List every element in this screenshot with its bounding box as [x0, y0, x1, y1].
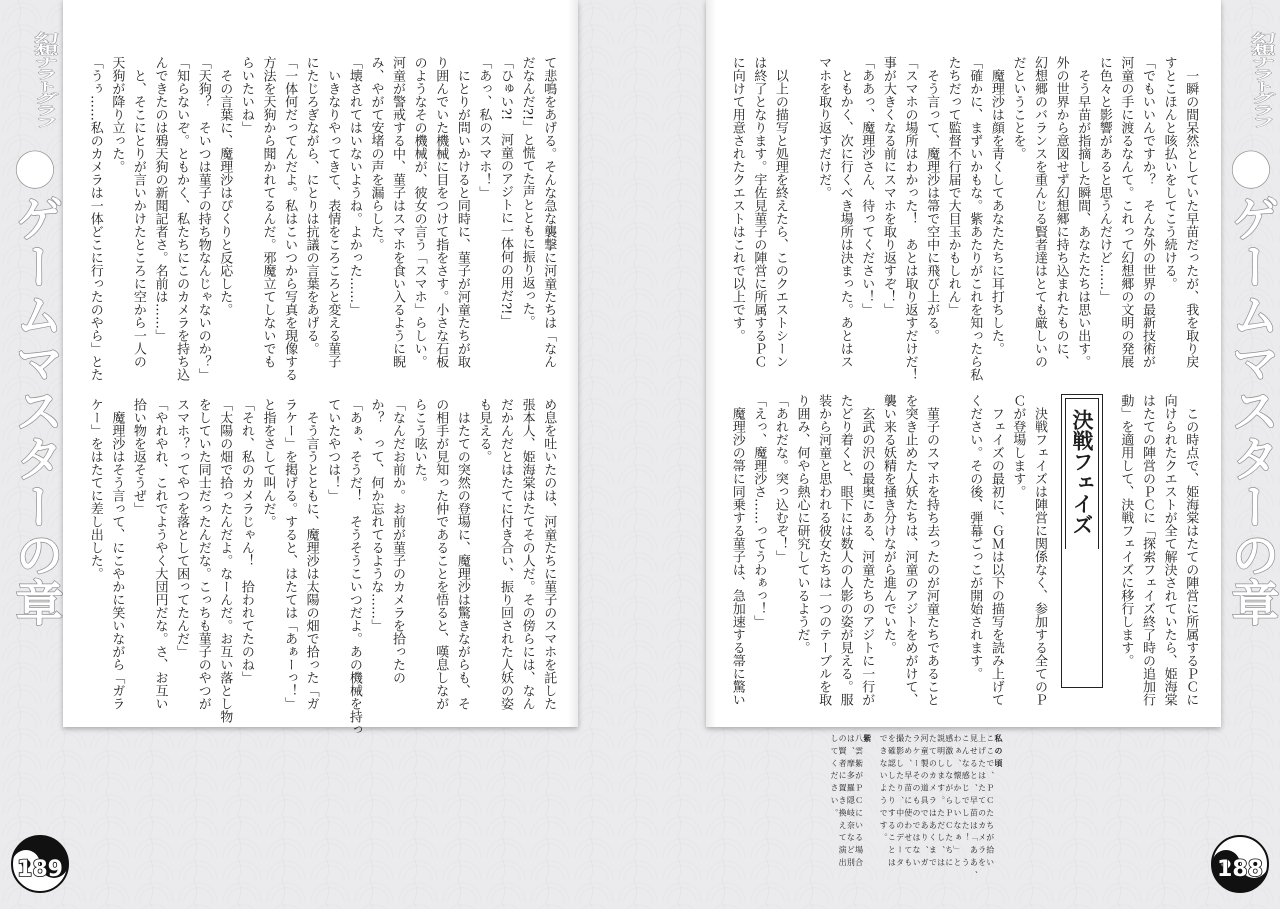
text-line: 決戦フェイズは陣営に関係なく、参加する全てのＰ: [1032, 394, 1048, 706]
note-line: は、摩多羅隠岐奈など別: [846, 734, 856, 871]
note-line: 感激しながらＰＣたちに: [944, 734, 954, 871]
text-line: ください。その後、弾幕ごっこが開始されます。: [967, 394, 983, 680]
text-line: はたての突然の登場に、魔理沙は驚きながらも、そ: [454, 398, 470, 710]
text-line: フェイズの最初に、ＧＭは以下の描写を読み上げて: [988, 394, 1004, 706]
text-line: 張本人、姫海棠はたてその人だ。その傍らには、なん: [519, 398, 535, 710]
text-line: は終了となります。宇佐見菫子の陣営に所属するＰＣ: [751, 56, 767, 368]
text-line: にたじろぎながら、にとりは抗議の言葉をあげる。: [303, 56, 319, 355]
text-line: 「あぁ、そうだ！ そうそうこいつだよ。あの機械を持っ: [346, 398, 362, 736]
text-line: め息を吐いたのは、河童たちに菫子のスマホを託した: [541, 398, 557, 710]
left-page-upper-text: [84, 56, 559, 381]
note-line: できないようです。: [879, 734, 889, 846]
text-line: も見える。: [476, 398, 492, 463]
side-notes: [830, 734, 1002, 890]
note-line: たてのカメラはあくまで: [928, 734, 938, 871]
note-line: を確認したりすることは: [887, 734, 897, 871]
running-title-series-right: 幻想ナラトグラフ: [1247, 32, 1275, 128]
text-line: 拾い物を返そうぜ」: [130, 398, 146, 515]
text-line: らいたいね」: [238, 56, 254, 134]
text-line: 「太陽の畑で拾ったんだよ。なーんだ。お互い落とし物: [217, 398, 233, 723]
note-line: こんな感じでした！ う: [961, 734, 971, 871]
text-line: に向けて用意されたクエストはこれで以上です。: [729, 56, 745, 342]
note-line: 八雲紫がＰＣにいる場合: [854, 734, 864, 871]
text-line: と指をさして叫んだ。: [260, 398, 276, 528]
text-line: そう言うとともに、魔理沙は太陽の畑で拾った「ガ: [303, 398, 319, 710]
text-line: 天狗が降り立った。: [109, 56, 125, 173]
section-heading: [1050, 394, 1115, 694]
note-line: 説明します。ただし、は: [936, 734, 946, 871]
running-title-chapter-left: ●ゲームマスターの章: [7, 138, 63, 626]
note-title: 紫: [862, 734, 872, 747]
text-line: ラケー」を掲げる。すると、はたては「あぁーっ！」: [282, 398, 298, 710]
paragraph-gap: [791, 56, 813, 376]
text-line: 「天狗？ そいつは菫子の持ち物なんじゃないのか？」: [195, 56, 211, 381]
page-number-left: [8, 832, 72, 896]
paragraph-gap: [942, 394, 964, 718]
page-number-right: [1208, 832, 1272, 896]
text-line: 事が大きくなる前にスマホを取り返すぞ！」: [880, 56, 896, 316]
right-page-lower-text: [726, 394, 1201, 718]
page-number-text: 188: [1217, 857, 1263, 882]
text-line: のようなその機械が、彼女の言う「スマホ」らしい。: [411, 56, 427, 368]
text-line: 一瞬の間呆然としていた早苗だったが、我を取り戻: [1183, 56, 1199, 368]
note-line: 撮影したり、中のデータ: [895, 734, 905, 871]
text-line: いきなりやってきて、表情をころころと変える菫子: [325, 56, 341, 368]
text-line: 玄武の沢の最奥にある、河童たちのアジトに一行が: [859, 394, 875, 706]
text-line: て悲鳴をあげる。そんな急な襲撃に河童たちは「なん: [541, 56, 557, 368]
section-heading-box: [1061, 394, 1103, 688]
text-line: 「えっ、魔理沙さ……ってうわぁっ！」: [751, 394, 767, 628]
text-line: 「なんだお前か。お前が菫子のカメラを拾ったの: [390, 398, 406, 684]
text-line: 幻想郷のバランスを重んじる賢者達はとても厳しいの: [1032, 56, 1048, 368]
text-line: り囲み、何やら熱心に研究しているようだ。: [794, 394, 810, 654]
running-title-series-left: 幻想ナラトグラフ: [30, 32, 58, 128]
note-line: ため、早苗に使わせても: [903, 734, 913, 871]
text-line: らこう呟いた。: [411, 398, 427, 489]
text-line: 「ひゅい?! 河童のアジトに一体何の用だ?!」: [498, 56, 513, 328]
text-line: 外の世界から意図せず幻想郷に持ち込まれたものに、: [1053, 56, 1069, 368]
right-page-upper-text: [726, 56, 1201, 381]
text-line: ていたやつは！」: [325, 398, 341, 502]
note-line: 河童製の道具であり、ガ: [920, 734, 930, 871]
text-line: を突き止めた人妖たちは、河童のアジトをめがけて、: [902, 394, 918, 706]
note-line: 上げたはたてのカメラを: [977, 734, 987, 871]
text-line: 「あれだな。突っ込むぞ！」: [772, 394, 788, 563]
text-line: 向けられたクエストが全て解決されていたら、姫海棠: [1161, 394, 1177, 706]
text-line: 「知らないぞ。ともかく、私たちにこのカメラを持ち込: [174, 56, 190, 381]
text-line: すとこほんと咳払いをしてこう続ける。: [1161, 56, 1177, 290]
text-line: だなんだ?!」と慌てた声とともに振り返った。: [519, 56, 535, 329]
text-line: 「あっ、私のスマホ！」: [476, 56, 492, 199]
text-line: 河童の手に渡るなんて。これって幻想郷の文明の発展: [1118, 56, 1134, 368]
text-line: 「一体何だってんだよ。私はこいつから写真を現像する: [282, 56, 298, 381]
text-line: 菫子のスマホを持ち去ったのが河童たちであること: [924, 394, 940, 706]
text-line: 魔理沙は顔を青くしてあなたたちに耳打ちした。: [988, 56, 1004, 355]
text-line: か？ って、何か忘れてるような……」: [368, 398, 384, 632]
text-line: と、そこにとりが言いかけたところに空から一人の: [130, 56, 146, 368]
text-line: ケー」をはたてに差し出した。: [87, 398, 103, 580]
text-line: この時点で、姫海棠はたての陣営に所属するＰＣに: [1183, 394, 1199, 706]
text-line: をしていた同士だったんだな。こっちも菫子のやつが: [195, 398, 211, 710]
note-line: の賢者に置き換えて演出: [838, 734, 848, 871]
text-line: 河童が警戒する中、菫子はスマホを食い入るように睨: [390, 56, 406, 368]
text-line: スマホ？ってやつを落として困ってたんだ」: [174, 398, 190, 658]
text-line: だかんだとはたてに付き合い、振り回された人妖の姿: [498, 398, 513, 710]
text-line: にとりが問いかけると同時に、菫子が河童たちが取: [454, 56, 470, 368]
text-line: そう早苗が指摘した瞬間、あなたたちは思い出す。: [1075, 56, 1091, 368]
text-line: 魔理沙の箒に同乗する菫子は、急加速する箒に驚い: [729, 394, 745, 706]
text-line: Ｃが登場します。: [1010, 394, 1026, 498]
text-line: その言葉に、魔理沙はぴくりと反応した。: [217, 56, 233, 316]
note-line: してください。: [829, 734, 839, 821]
text-line: 「ああっ、魔理沙さん、待ってください！」: [859, 56, 875, 316]
text-line: ともかく、次に行くべき場所は決まった。あとはス: [837, 56, 853, 368]
note-line: わぁ、懐かしいなぁ」と: [952, 734, 962, 871]
note-line: ここで、ＰＣたちが拾い: [985, 734, 995, 871]
text-line: 「でもいいんですか？ そんな外の世界の最新技術が: [1140, 56, 1155, 368]
text-line: 魔理沙はそう言って、にこやかに笑いながら「ガラ: [109, 398, 125, 710]
text-line: 襲い来る妖精を掻き分けながら進んでいた。: [880, 394, 896, 654]
text-line: たどり着くと、眼下には数人の人影の姿が見える。服: [837, 394, 853, 706]
text-line: たちだって監督不行届で大目玉かもしれん」: [945, 56, 961, 316]
text-line: 装から河童と思われる彼女たちは一つのテーブルを取: [816, 394, 832, 706]
text-line: そう言って、魔理沙は箒で空中に飛び上がる。: [924, 56, 940, 342]
page-number-text: 189: [17, 857, 63, 882]
text-line: り囲んでいた機械に目をつけて指をさす。小さな石板: [433, 56, 449, 368]
text-line: 方法を天狗から聞かれてるんだ。邪魔立てしないでも: [260, 56, 276, 368]
text-line: に色々と影響があると思うんだけど……」: [1096, 56, 1112, 303]
text-line: 「壊されてはいないようね。よかった……」: [346, 56, 362, 316]
note-line: 見せると、早苗は「ああ、: [969, 734, 979, 883]
text-line: マホを取り返すだけだ。: [816, 56, 832, 199]
note-title: 私の頃: [994, 734, 1003, 772]
text-line: の相手が見知った仲であることを悟ると、嘆息しなが: [433, 398, 449, 710]
left-page-lower-text: [84, 398, 559, 736]
note-gap: [871, 734, 879, 890]
text-line: 「それ、私のカメラじゃん！ 拾われてたのね」: [238, 398, 254, 684]
text-line: 「やれやれ、これでようやく大団円だな。さ、お互い: [152, 398, 168, 710]
note-line: ラケーそのものではない: [911, 734, 921, 871]
running-title-chapter-right: ●ゲームマスターの章: [1223, 138, 1279, 626]
text-line: み、やがて安堵の声を漏らした。: [368, 56, 384, 251]
text-line: 動」を適用して、決戦フェイズに移行します。: [1118, 394, 1134, 667]
text-line: 「確かに、まずいかもな。紫あたりがこれを知ったら私: [967, 56, 983, 381]
text-line: 「スマホの場所はわかった！ あとは取り返すだけだ！: [902, 56, 918, 381]
text-line: 以上の描写と処理を終えたら、このクエストシーン: [772, 56, 788, 368]
text-line: はたての陣営のＰＣに「探索フェイズ終了時の追加行: [1140, 394, 1155, 706]
text-line: だということを。: [1010, 56, 1026, 160]
section-heading-text: 決戦フェイズ: [1070, 409, 1095, 535]
text-line: んできたのは鴉天狗の新聞記者さ。名前は……」: [152, 56, 168, 342]
text-line: 「うぅ……私のカメラは一体どこに行ったのやら」とた: [87, 56, 103, 381]
